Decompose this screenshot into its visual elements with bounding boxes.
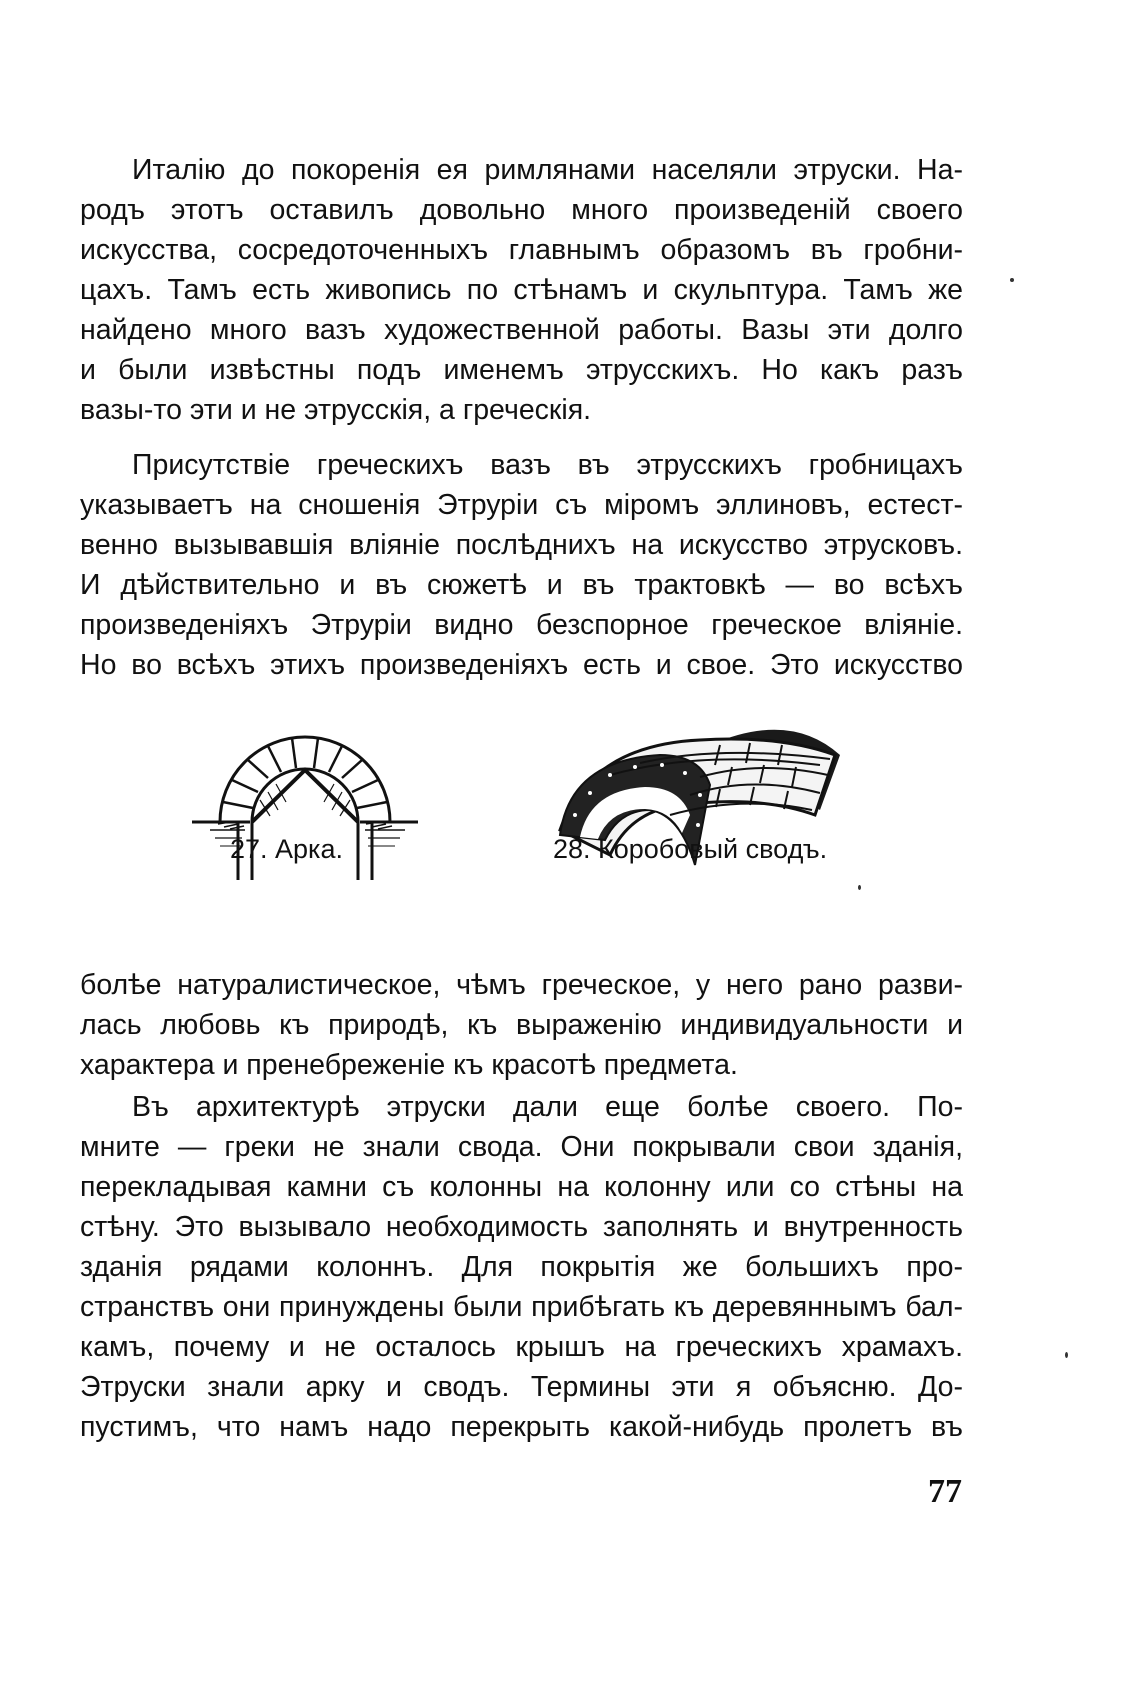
paragraph-3 [80,965,963,1085]
paragraph-4 [80,1087,963,1447]
text-line: зданія рядами колоннъ. Для покрытія же большихъ про- [80,1251,963,1283]
text-line: камъ, почему и не осталось крышъ на греческихъ храмахъ. [80,1331,963,1363]
text-line: характера и пренебреженіе къ красотѣ предмета. [80,1049,738,1081]
text-line: мните — греки не знали свода. Они покрывали свои зданія, [80,1131,963,1163]
text-line: И дѣйствительно и въ сюжетѣ и въ трактовкѣ — во всѣхъ [80,569,963,601]
text-line: болѣе натуралистическое, чѣмъ греческое, у него рано разви- [80,969,963,1001]
text-line: и были извѣстны подъ именемъ этрусскихъ. Но какъ разъ [80,354,963,386]
text-line: указываетъ на сношенія Этруріи съ міромъ эллиновъ, естест- [80,489,963,521]
arch-drawing [190,730,420,890]
text-line: вазы-то эти и не этрусскія, а греческія. [80,394,592,426]
text-line: цахъ. Тамъ есть живопись по стѣнамъ и скульптура. Тамъ же [80,274,963,306]
print-speck [858,885,861,890]
text-line: пустимъ, что намъ надо перекрыть какой-нибудь пролетъ въ [80,1411,963,1443]
text-line: перекладывая камни съ колонны на колонну или со стѣны на [80,1171,963,1203]
text-line: Присутствіе греческихъ вазъ въ этрусскихъ гробницахъ [132,449,963,481]
print-speck [1065,1352,1068,1358]
text-line: произведеніяхъ Этруріи видно безспорное греческое вліяніе. [80,609,963,641]
text-line: Этруски знали арку и сводъ. Термины эти я объясню. До- [80,1371,963,1403]
text-line: найдено много вазъ художественной работы. Вазы эти долго [80,314,963,346]
figure-caption-barrel-vault: 28. Коробовый сводъ. [553,834,828,864]
text-line: стѣну. Это вызывало необходимость заполнять и внутренность [80,1211,963,1243]
text-line: Въ архитектурѣ этруски дали еще болѣе своего. По- [132,1091,963,1123]
print-speck [1010,278,1014,282]
text-line: Но во всѣхъ этихъ произведеніяхъ есть и свое. Это искусство [80,649,963,681]
paragraph-2 [80,445,963,685]
text-line: родъ этотъ оставилъ довольно много произведеній своего [80,194,963,226]
text-line: искусства, сосредоточенныхъ главнымъ образомъ въ гробни- [80,234,963,266]
text-line: лась любовь къ природѣ, къ выраженію индивидуальности и [80,1009,963,1041]
text-line: Италію до покоренія ея римлянами населяли этруски. На- [132,154,963,186]
text-line: странствъ они принуждены были прибѣгать къ деревяннымъ бал- [80,1291,963,1323]
page-number: 77 [928,1473,962,1510]
text-line: венно вызывавшія вліяніе послѣднихъ на искусство этрусковъ. [80,529,963,561]
figure-caption-arch: 27. Арка. [230,834,343,864]
paragraph-1 [80,150,963,430]
figure-arch [190,730,420,890]
